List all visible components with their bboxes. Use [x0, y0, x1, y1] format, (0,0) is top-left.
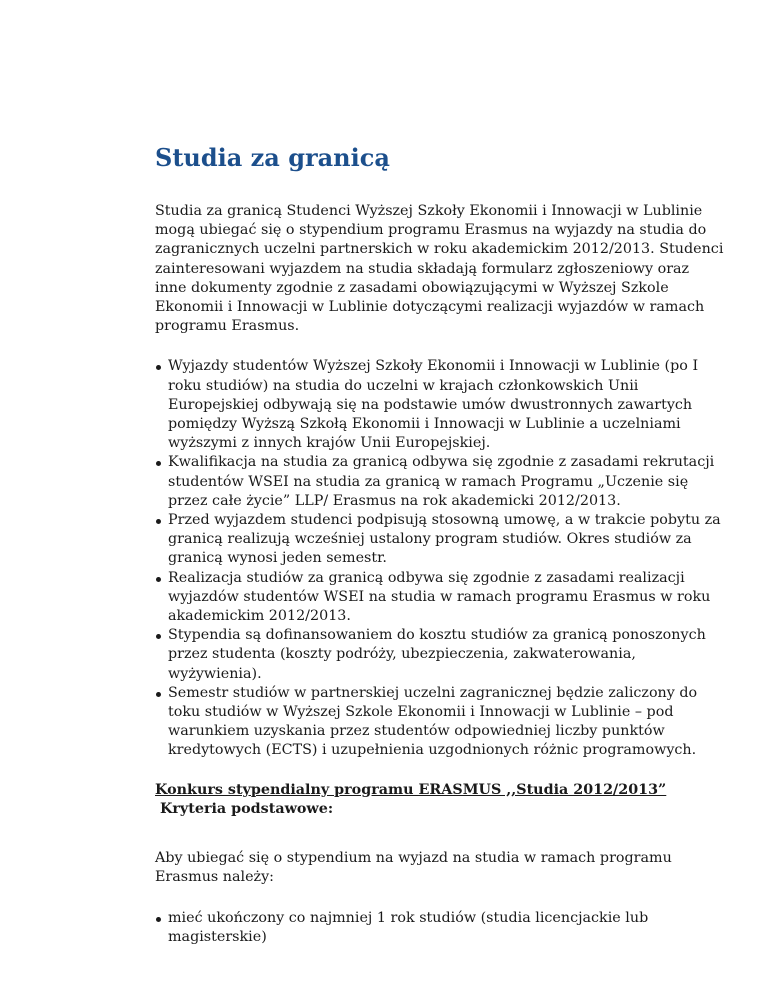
list-item: mieć ukończony co najmniej 1 rok studiów (studia licencjackie lub magisterskie): [168, 909, 725, 947]
contest-heading: Konkurs stypendialny programu ERASMUS ,,Studia 2012/2013”: [155, 781, 667, 798]
list-item: Realizacja studiów za granicą odbywa się zgodnie z zasadami realizacji wyjazdów studentów WSEI na studia w ramach programu Erasmus w roku akademickim 2012/2013.: [168, 569, 725, 627]
intro-paragraph: Studia za granicą Studenci Wyższej Szkoły Ekonomii i Innowacji w Lublinie mogą ubiegać się o stypendium programu Erasmus na wyjazdy na studia do zagranicznych uczelni partnerskich w roku akademickim 2012/2013. Studenci zainteresowani wyjazdem na studia składają formularz zgłoszeniowy oraz inne dokumenty zgodnie z zasadami obowiązującymi w Wyższej Szkole Ekonomii i Innowacji w Lublinie dotyczącymi realizacji wyjazdów w ramach programu Erasmus.: [155, 203, 724, 335]
contest-section-heading: [155, 781, 725, 819]
info-bullet-list: [155, 357, 725, 760]
criteria-heading: Kryteria podstawowe:: [155, 800, 334, 817]
document-page: [155, 142, 725, 947]
requirements-list: [155, 909, 725, 947]
list-item: Semestr studiów w partnerskiej uczelni zagranicznej będzie zaliczony do toku studiów w Wyższej Szkole Ekonomii i Innowacji w Lublinie – pod warunkiem uzyskania przez studentów odpowiedniej liczby punktów kredytowych (ECTS) i uzupełnienia uzgodnionych różnic programowych.: [168, 684, 725, 761]
list-item: Przed wyjazdem studenci podpisują stosowną umowę, a w trakcie pobytu za granicą realizują wcześniej ustalony program studiów. Okres studiów za granicą wynosi jeden semestr.: [168, 511, 725, 569]
eligibility-intro: Aby ubiegać się o stypendium na wyjazd na studia w ramach programu Erasmus należy:: [155, 850, 672, 886]
page-title: Studia za granicą: [155, 143, 390, 172]
list-item: Wyjazdy studentów Wyższej Szkoły Ekonomii i Innowacji w Lublinie (po I roku studiów) na studia do uczelni w krajach członkowskich Unii Europejskiej odbywają się na podstawie umów dwustronnych zawartych pomiędzy Wyższą Szkołą Ekonomii i Innowacji w Lublinie a uczelniami wyższymi z innych krajów Unii Europejskiej.: [168, 357, 725, 453]
list-item: Stypendia są dofinansowaniem do kosztu studiów za granicą ponoszonych przez studenta (koszty podróży, ubezpieczenia, zakwaterowania, wyżywienia).: [168, 626, 725, 684]
list-item: Kwalifikacja na studia za granicą odbywa się zgodnie z zasadami rekrutacji studentów WSEI na studia za granicą w ramach Programu „Uczenie się przez całe życie” LLP/ Erasmus na rok akademicki 2012/2013.: [168, 453, 725, 511]
